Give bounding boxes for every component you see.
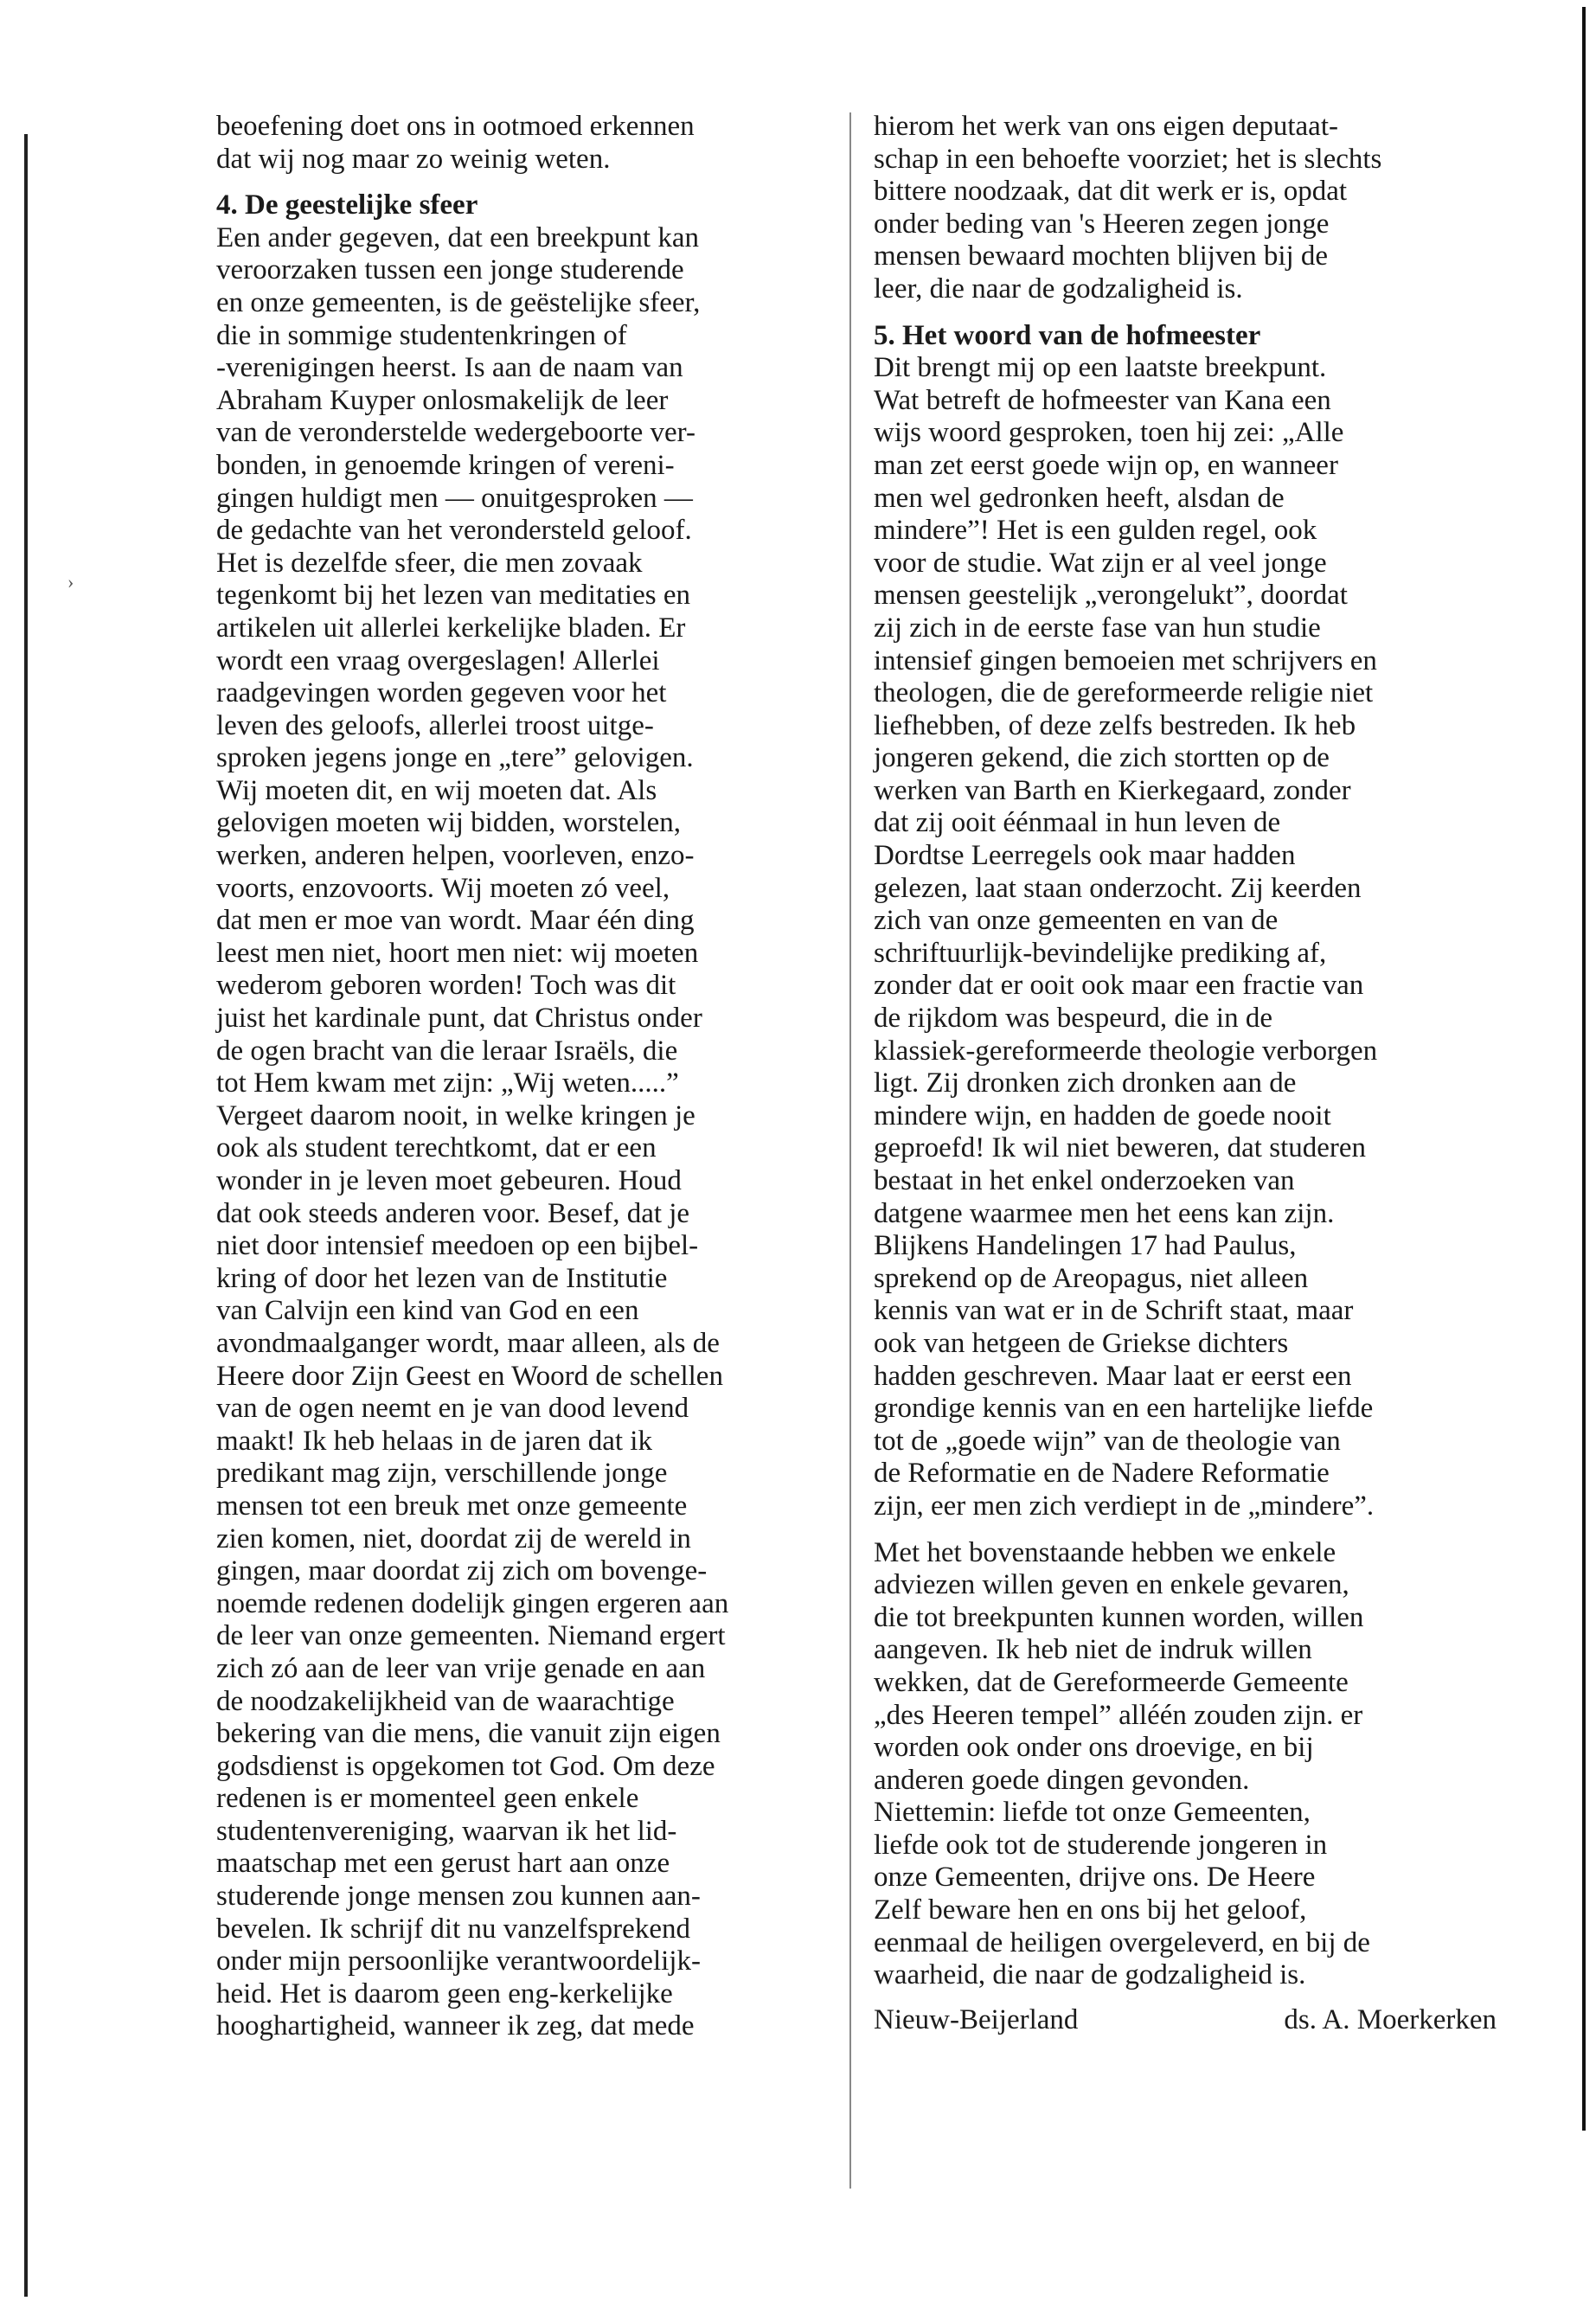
text-line: zien komen, niet, doordat zij de wereld in	[216, 1522, 691, 1554]
text-line: datgene waarmee men het eens kan zijn.	[874, 1197, 1335, 1229]
text-line: waarheid, die naar de godzaligheid is.	[874, 1959, 1306, 1991]
text-line: onze Gemeenten, drijve ons. De Heere	[874, 1862, 1316, 1894]
text-line: Dit brengt mij op een laatste breekpunt.	[874, 352, 1327, 384]
text-line: noemde redenen dodelijk gingen ergeren aan	[216, 1587, 729, 1619]
text-line: gelezen, laat staan onderzocht. Zij keerden	[874, 872, 1362, 904]
text-line: maatschap met een gerust hart aan onze	[216, 1848, 670, 1880]
text-line: „des Heeren tempel” alléén zouden zijn. er	[874, 1699, 1363, 1731]
text-line: gingen, maar doordat zij zich om bovenge-	[216, 1555, 708, 1587]
text-line: Niettemin: liefde tot onze Gemeenten,	[874, 1797, 1311, 1829]
scan-edge-right	[1582, 7, 1586, 2131]
text-line: hadden geschreven. Maar laat er eerst een	[874, 1360, 1352, 1392]
text-line: wekken, dat de Gereformeerde Gemeente	[874, 1666, 1349, 1698]
text-line: worden ook onder ons droevige, en bij	[874, 1732, 1314, 1764]
text-line: werken van Barth en Kierkegaard, zonder	[874, 774, 1351, 806]
text-line: wijs woord gesproken, toen hij zei: „Alle	[874, 417, 1344, 449]
text-line: juist het kardinale punt, dat Christus onder	[216, 1003, 702, 1035]
text-line: bestaat in het enkel onderzoeken van	[874, 1165, 1295, 1196]
text-line: heid. Het is daarom geen eng-kerkelijke	[216, 1977, 673, 2009]
text-line: -verenigingen heerst. Is aan de naam van	[216, 352, 683, 384]
text-line: aangeven. Ik heb niet de indruk willen	[874, 1634, 1312, 1666]
text-line: tot de „goede wijn” van de theologie van	[874, 1425, 1341, 1457]
text-line: Zelf beware hen en ons bij het geloof,	[874, 1894, 1307, 1926]
signature-place: Nieuw-Beijerland	[874, 2003, 1079, 2035]
spacer	[874, 306, 1514, 320]
section-4-heading: 4. De geestelijke sfeer	[216, 189, 478, 221]
text-line: en onze gemeenten, is de geëstelijke sfeer,	[216, 286, 701, 318]
text-line: godsdienst is opgekomen tot God. Om deze	[216, 1750, 715, 1782]
text-line: van Calvijn een kind van God en een	[216, 1295, 639, 1327]
text-line: redenen is er momenteel geen enkele	[216, 1783, 639, 1815]
text-line: zij zich in de eerste fase van hun studie	[874, 612, 1321, 644]
text-line: leer, die naar de godzaligheid is.	[874, 272, 1243, 304]
text-line: maakt! Ik heb helaas in de jaren dat ik	[216, 1425, 652, 1457]
text-line: liefde ook tot de studerende jongeren in	[874, 1829, 1328, 1861]
text-line: grondige kennis van en een hartelijke liefde	[874, 1393, 1374, 1425]
text-line: Abraham Kuyper onlosmakelijk de leer	[216, 384, 669, 416]
text-line: predikant mag zijn, verschillende jonge	[216, 1458, 668, 1490]
text-line: sproken jegens jonge en „tere” gelovigen.	[216, 742, 694, 774]
text-line: veroorzaken tussen een jonge studerende	[216, 254, 684, 286]
text-line: men wel gedronken heeft, alsdan de	[874, 482, 1285, 514]
spacer	[216, 176, 822, 189]
text-line: leven des geloofs, allerlei troost uitge-	[216, 709, 654, 741]
text-line: Met het bovenstaande hebben we enkele	[874, 1536, 1336, 1568]
text-line: Vergeet daarom nooit, in welke kringen je	[216, 1099, 695, 1131]
text-line: mensen bewaard mochten blijven bij de	[874, 240, 1329, 272]
text-line: bekering van die mens, die vanuit zijn eigen	[216, 1718, 721, 1750]
signature-author: ds. A. Moerkerken	[1284, 2003, 1497, 2035]
text-line: klassiek-gereformeerde theologie verborgen	[874, 1035, 1378, 1067]
text-line: Een ander gegeven, dat een breekpunt kan	[216, 221, 699, 253]
text-line: van de ogen neemt en je van dood levend	[216, 1393, 689, 1425]
text-line: eenmaal de heiligen overgeleverd, en bij de	[874, 1926, 1370, 1958]
text-line: die in sommige studentenkringen of	[216, 319, 627, 351]
text-line: de rijkdom was bespeurd, die in de	[874, 1003, 1272, 1035]
text-line: schap in een behoefte voorziet; het is slechts	[874, 143, 1382, 175]
text-line: die tot breekpunten kunnen worden, willen	[874, 1601, 1364, 1633]
text-line: bevelen. Ik schrijf dit nu vanzelfsprekend	[216, 1913, 690, 1945]
text-line: jongeren gekend, die zich stortten op de	[874, 742, 1330, 774]
text-line: de leer van onze gemeenten. Niemand ergert	[216, 1620, 726, 1652]
text-line: bonden, in genoemde kringen of vereni-	[216, 449, 675, 481]
text-line: voorts, enzovoorts. Wij moeten zó veel,	[216, 872, 670, 904]
text-line: Heere door Zijn Geest en Woord de schellen	[216, 1360, 723, 1392]
text-line: niet door intensief meedoen op een bijbel-	[216, 1230, 699, 1262]
text-line: gingen huldigt men — onuitgesproken —	[216, 482, 693, 514]
text-line: studentenvereniging, waarvan ik het lid-	[216, 1815, 677, 1847]
text-line: liefhebben, of deze zelfs bestreden. Ik heb	[874, 709, 1356, 741]
text-line: de ogen bracht van die leraar Israëls, die	[216, 1035, 678, 1067]
text-line: dat men er moe van wordt. Maar één ding	[216, 905, 695, 937]
text-line: zijn, eer men zich verdiept in de „mindere”.	[874, 1490, 1375, 1522]
text-line: intensief gingen bemoeien met schrijvers en	[874, 644, 1377, 676]
text-line: mindere wijn, en hadden de goede nooit	[874, 1099, 1331, 1131]
closing-paragraph	[874, 1537, 1514, 1992]
text-line: wordt een vraag overgeslagen! Allerlei	[216, 644, 660, 676]
text-line: hierom het werk van ons eigen deputaat-	[874, 111, 1338, 142]
text-line: gelovigen moeten wij bidden, worstelen,	[216, 807, 682, 839]
text-line: mensen geestelijk „verongelukt”, doordat	[874, 580, 1348, 612]
section-5-heading: 5. Het woord van de hofmeester	[874, 319, 1261, 351]
text-line: anderen goede dingen gevonden.	[874, 1764, 1250, 1796]
text-line: leest men niet, hoort men niet: wij moeten	[216, 937, 699, 969]
text-line: wederom geboren worden! Toch was dit	[216, 970, 676, 1002]
text-line: zonder dat er ooit ook maar een fractie van	[874, 970, 1364, 1002]
text-line: sprekend op de Areopagus, niet alleen	[874, 1262, 1309, 1294]
text-line: avondmaalganger wordt, maar alleen, als de	[216, 1327, 720, 1359]
right-column	[874, 111, 1514, 2036]
text-line: raadgevingen worden gegeven voor het	[216, 677, 667, 709]
text-line: ook van hetgeen de Griekse dichters	[874, 1327, 1289, 1359]
text-line: mensen tot een breuk met onze gemeente	[216, 1490, 688, 1522]
text-line: Blijkens Handelingen 17 had Paulus,	[874, 1230, 1297, 1262]
text-line: werken, anderen helpen, voorleven, enzo-	[216, 840, 695, 872]
text-line: beoefening doet ons in ootmoed erkennen	[216, 111, 695, 142]
text-line: dat ook steeds anderen voor. Besef, dat je	[216, 1197, 690, 1229]
text-line: geproefd! Ik wil niet beweren, dat studeren	[874, 1132, 1367, 1164]
section-4-body	[216, 222, 822, 2043]
text-line: onder beding van 's Heeren zegen jonge	[874, 208, 1330, 240]
text-line: bittere noodzaak, dat dit werk er is, opdat	[874, 176, 1348, 208]
text-line: kring of door het lezen van de Institutie	[216, 1262, 668, 1294]
text-line: tot Hem kwam met zijn: „Wij weten.....”	[216, 1067, 679, 1099]
text-line: hooghartigheid, wanneer ik zeg, dat mede	[216, 2010, 695, 2042]
text-line: man zet eerst goede wijn op, en wanneer	[874, 449, 1338, 481]
text-line: mindere”! Het is een gulden regel, ook	[874, 515, 1317, 547]
text-line: ligt. Zij dronken zich dronken aan de	[874, 1067, 1297, 1099]
text-line: Wat betreft de hofmeester van Kana een	[874, 384, 1331, 416]
left-intro	[216, 111, 822, 176]
text-line: artikelen uit allerlei kerkelijke bladen. Er	[216, 612, 686, 644]
text-line: zich zó aan de leer van vrije genade en aan	[216, 1652, 706, 1684]
scan-edge-left	[24, 134, 28, 2297]
text-line: studerende jonge mensen zou kunnen aan-	[216, 1881, 701, 1913]
text-line: de gedachte van het verondersteld geloof.	[216, 515, 692, 547]
text-line: de Reformatie en de Nadere Reformatie	[874, 1458, 1330, 1490]
spacer	[874, 1523, 1514, 1537]
text-line: dat wij nog maar zo weinig weten.	[216, 143, 611, 175]
column-divider	[849, 112, 851, 2189]
text-line: zich van onze gemeenten en van de	[874, 905, 1279, 937]
section-5-body	[874, 352, 1514, 1522]
text-line: Het is dezelfde sfeer, die men zovaak	[216, 547, 643, 579]
signature	[874, 2004, 1497, 2037]
text-line: onder mijn persoonlijke verantwoordelijk-	[216, 1945, 701, 1977]
text-line: Dordtse Leerregels ook maar hadden	[874, 840, 1296, 872]
text-line: adviezen willen geven en enkele gevaren,	[874, 1569, 1349, 1601]
left-column	[216, 111, 822, 2043]
text-line: tegenkomt bij het lezen van meditaties en	[216, 580, 690, 612]
text-line: theologen, die de gereformeerde religie niet	[874, 677, 1374, 709]
text-line: ook als student terechtkomt, dat er een	[216, 1132, 657, 1164]
text-line: Wij moeten dit, en wij moeten dat. Als	[216, 774, 657, 806]
text-line: wonder in je leven moet gebeuren. Houd	[216, 1165, 682, 1196]
text-line: kennis van wat er in de Schrift staat, maar	[874, 1295, 1354, 1327]
right-intro	[874, 111, 1514, 306]
text-line: van de veronderstelde wedergeboorte ver-	[216, 417, 695, 449]
text-line: de noodzakelijkheid van de waarachtige	[216, 1685, 675, 1717]
text-line: schriftuurlijk-bevindelijke prediking af,	[874, 937, 1327, 969]
text-line: voor de studie. Wat zijn er al veel jonge	[874, 547, 1327, 579]
stray-mark: ›	[67, 571, 74, 593]
text-line: dat zij ooit éénmaal in hun leven de	[874, 807, 1281, 839]
